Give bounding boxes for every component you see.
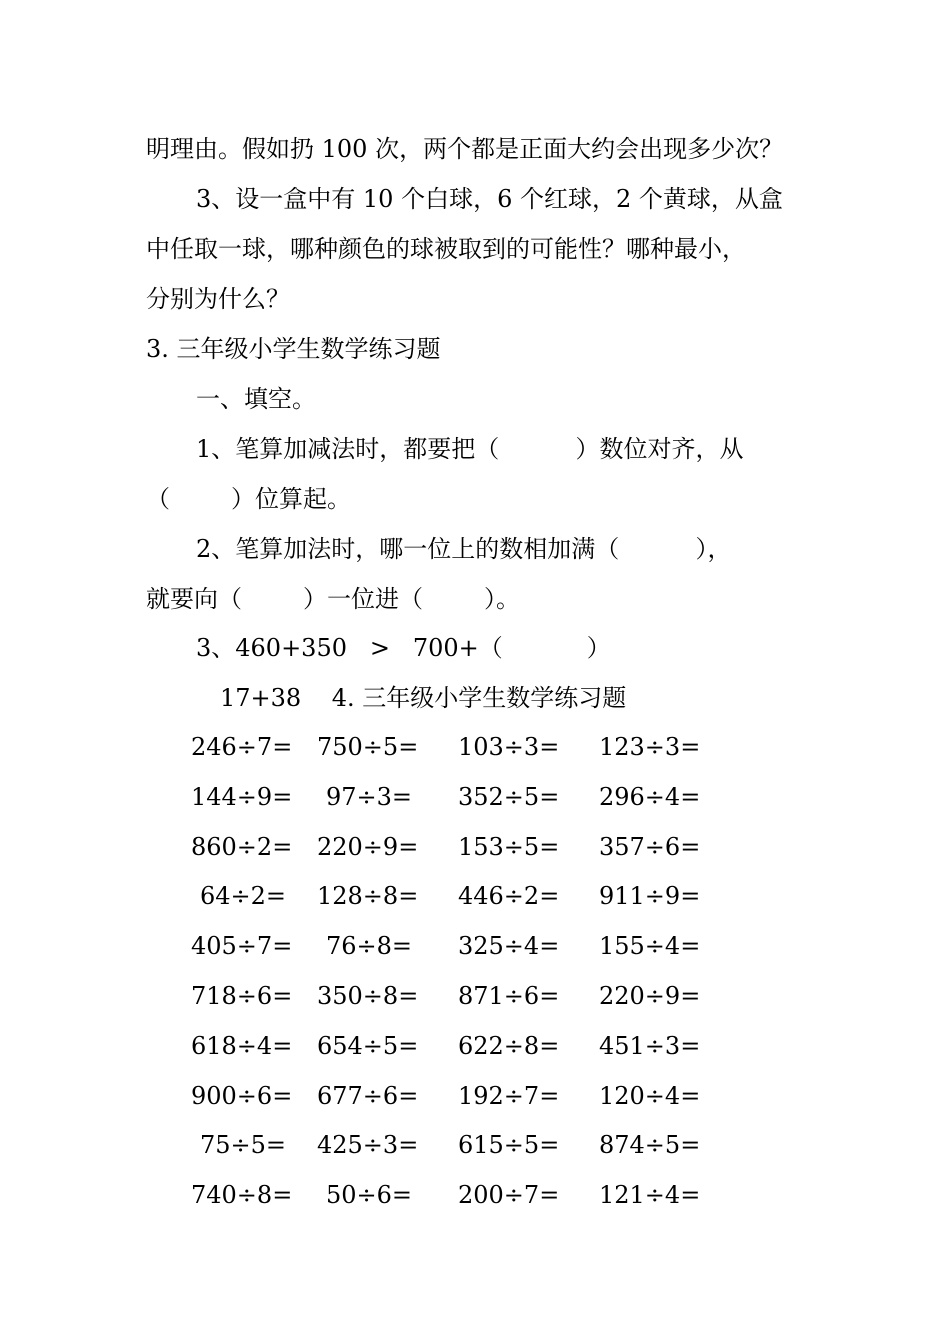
division-problem: 200÷7= (458, 1181, 560, 1210)
division-problem: 220÷9= (599, 982, 701, 1010)
section-3-title: 3. 三年级小学生数学练习题 (146, 335, 441, 363)
division-problem: 325÷4= (458, 932, 560, 961)
division-problem: 123÷3= (599, 733, 701, 761)
fill-question-2-line-1: 2、笔算加法时，哪一位上的数相加满（ ）， (196, 535, 732, 563)
division-problem: 246÷7= (191, 733, 293, 761)
division-problem: 296÷4= (599, 782, 701, 811)
fill-question-1-line-2: （ ）位算起。 (146, 485, 352, 513)
fill-blank-heading: 一、填空。 (196, 385, 316, 413)
division-problem: 740÷8= (191, 1181, 293, 1210)
division-problem: 128÷8= (317, 882, 419, 911)
fill-question-3: 3、460+350 > 700+（ ） (196, 634, 611, 662)
division-problem: 750÷5= (317, 733, 419, 761)
division-problem: 618÷4= (191, 1031, 293, 1060)
question-3-line-3: 分别为什么？ (146, 285, 290, 313)
division-problem: 900÷6= (191, 1081, 293, 1110)
division-problem: 615÷5= (458, 1131, 560, 1160)
division-problem: 357÷6= (599, 832, 701, 861)
division-problem: 718÷6= (191, 982, 293, 1010)
division-problem: 50÷6= (325, 1181, 412, 1210)
division-problem: 97÷3= (325, 782, 412, 811)
division-problem: 352÷5= (458, 782, 560, 811)
division-problem: 76÷8= (325, 932, 412, 961)
division-problem: 75÷5= (199, 1131, 286, 1160)
division-problem: 446÷2= (458, 882, 560, 911)
division-problem: 405÷7= (191, 932, 293, 961)
fill-question-2-line-2: 就要向（ ）一位进（ ）。 (146, 585, 521, 613)
division-problem: 64÷2= (199, 882, 286, 911)
division-problem: 153÷5= (458, 832, 560, 861)
division-problem: 451÷3= (599, 1031, 701, 1060)
division-problem: 425÷3= (317, 1131, 419, 1160)
paragraph-line: 明理由。假如扔 100 次，两个都是正面大约会出现多少次？ (146, 135, 784, 163)
question-3-line-1: 3、设一盒中有 10 个白球，6 个红球，2 个黄球，从盒 (196, 185, 783, 213)
division-problem: 860÷2= (191, 832, 293, 861)
division-problem: 144÷9= (191, 782, 293, 811)
division-problem: 121÷4= (599, 1181, 701, 1210)
question-3-line-2: 中任取一球，哪种颜色的球被取到的可能性？哪种最小， (146, 235, 746, 263)
division-problem: 871÷6= (458, 982, 560, 1010)
fill-question-1-line-1: 1、笔算加减法时，都要把（ ）数位对齐，从 (196, 435, 744, 463)
division-problem: 120÷4= (599, 1081, 701, 1110)
division-problem: 677÷6= (317, 1081, 419, 1110)
section-4-title: 17+38 4. 三年级小学生数学练习题 (220, 684, 627, 712)
division-problem: 220÷9= (317, 832, 419, 861)
division-problem: 350÷8= (317, 982, 419, 1010)
division-problem: 622÷8= (458, 1031, 560, 1060)
division-problem: 103÷3= (458, 733, 560, 761)
division-problem: 911÷9= (599, 882, 701, 911)
division-problem: 155÷4= (599, 932, 701, 961)
division-problem: 654÷5= (317, 1031, 419, 1060)
division-problem: 192÷7= (458, 1081, 560, 1110)
division-problem: 874÷5= (599, 1131, 701, 1160)
